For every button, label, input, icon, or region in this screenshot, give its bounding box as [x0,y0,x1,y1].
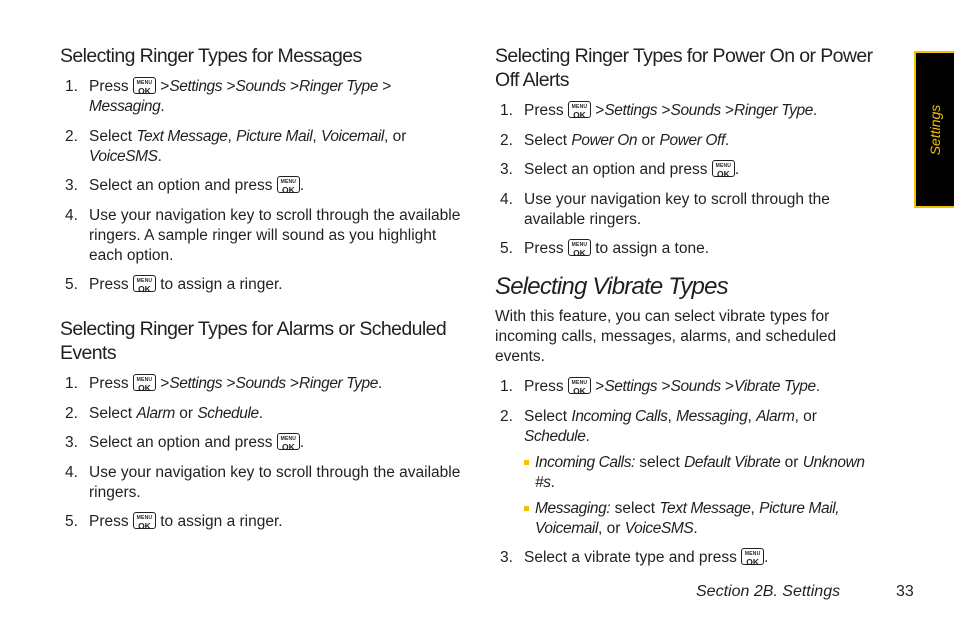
step-text: Select [89,404,133,422]
list-item [60,206,465,266]
option-name: Schedule [524,427,586,445]
vibrate-intro: With this feature, you can select vibrate types for incoming calls, messages, alarms, and scheduled events. [495,308,837,365]
menu-path-item: Ringer Type [299,375,378,392]
step-text: Press [89,276,129,293]
option-name: VoiceSMS [89,147,158,165]
list-item [60,374,465,394]
list-item [495,239,875,259]
option-name: Alarm [756,407,795,425]
separator: > [661,378,671,395]
list-item [495,160,875,180]
step-number: 3. [65,177,78,194]
list-item [60,433,465,453]
step-text: Select an option and press [89,434,273,451]
heading-power: Selecting Ringer Types for Power On or Power Off Alerts [495,45,873,91]
step-text: Press [89,375,129,392]
step-text: Use your navigation key to scroll through the available ringers. [89,463,461,501]
list-item [524,453,875,493]
menu-ok-key-icon: MENU OK [568,377,591,394]
option-name: Messaging [676,407,748,425]
step-number: 4. [65,206,78,224]
separator: > [595,378,605,395]
step-text: select [639,453,680,471]
separator: > [226,78,236,95]
punctuation: . [693,519,698,537]
menu-ok-key-icon: MENU OK [133,275,156,292]
step-number: 5. [65,276,78,293]
separator: > [160,78,170,95]
punctuation: . [585,427,590,445]
menu-path-item: Ringer Type [299,78,378,95]
step-number: 3. [500,161,513,178]
menu-ok-key-icon: MENU OK [133,77,156,94]
step-number: 5. [65,513,78,530]
step-text: or [641,131,656,149]
step-number: 1. [500,102,513,119]
menu-ok-key-icon: MENU OK [277,433,300,450]
step-text: to assign a ringer. [160,513,283,530]
separator: > [226,375,236,392]
punctuation: . [258,404,264,422]
list-item [60,512,465,532]
list-item [495,101,875,121]
step-number: 1. [65,375,78,392]
step-text: , or [794,407,817,425]
menu-path-item: Vibrate Type [734,378,816,395]
bullet-square-icon [524,460,529,465]
menu-ok-key-icon: MENU OK [568,101,591,118]
heading-vibrate: Selecting Vibrate Types [495,273,728,300]
step-text: or [179,404,193,422]
option-name: Picture Mail, [759,499,840,517]
step-text: Select [524,131,568,149]
punctuation: , [667,407,672,425]
list-item [60,463,465,503]
steps-alarms [60,374,465,532]
menu-path-item: Settings [169,375,223,392]
step-text: Select [524,407,568,425]
menu-ok-key-icon: MENU OK [712,160,735,177]
list-item [60,176,465,196]
step-text: to assign a ringer. [160,276,283,293]
option-name: Text Message [659,499,751,517]
steps-vibrate [495,377,875,568]
step-text: Select an option and press [524,161,708,178]
steps-messages [60,77,465,295]
option-name: Text Message [136,127,228,145]
punctuation: . [299,434,305,451]
step-number: 3. [500,549,513,566]
separator: > [382,78,392,95]
option-name: Unknown #s [535,453,865,491]
option-name: Voicemail [320,127,384,145]
step-number: 2. [65,404,78,422]
list-item [495,407,875,539]
list-item [495,377,875,397]
menu-path-item: Settings [604,378,658,395]
heading-alarms: Selecting Ringer Types for Alarms or Scheduled Events [60,318,447,364]
separator: > [595,102,605,119]
punctuation: . [734,161,740,178]
option-name: VoiceSMS [624,519,694,537]
menu-ok-key-icon: MENU OK [568,239,591,256]
separator: > [289,78,300,95]
step-text: Select an option and press [89,177,273,194]
step-text: , or [598,519,621,537]
separator: > [724,378,735,395]
menu-ok-key-icon: MENU OK [133,512,156,529]
step-text: Select a vibrate type and press [524,549,737,566]
step-text: , or [383,127,407,145]
list-item [60,77,465,117]
list-item [495,548,875,568]
option-name: Power Off [659,131,725,149]
punctuation: . [160,98,165,115]
menu-path-item: Sounds [235,78,286,95]
option-name: Default Vibrate [684,453,781,471]
punctuation: . [157,147,162,165]
punctuation: . [815,378,821,395]
separator: > [661,102,671,119]
option-name: Incoming Calls [571,407,668,425]
punctuation: . [764,549,769,566]
step-text: to assign a tone. [595,240,709,257]
step-text: Press [524,240,564,257]
page-number: 33 [896,583,914,600]
menu-path-item: Sounds [670,102,721,119]
punctuation: , [312,127,317,145]
step-number: 1. [500,378,513,395]
steps-power [495,101,875,259]
side-tab-label: Settings [927,104,943,155]
footer-section-label: Section 2B. Settings [696,583,841,600]
step-text: Press [524,378,564,395]
menu-ok-key-icon: MENU OK [741,548,764,565]
punctuation: . [550,473,555,491]
step-number: 3. [65,434,78,451]
step-number: 5. [500,240,513,257]
step-text: Use your navigation key to scroll through the available ringers. A sample ringer will sound as you highlight each option. [89,206,461,264]
menu-path-item: Messaging [89,98,161,115]
list-item [60,275,465,295]
option-name: Power On [571,131,638,149]
step-number: 2. [500,407,513,425]
step-text: Press [89,78,129,95]
list-item [495,131,875,151]
step-text: select [614,499,656,517]
menu-path-item: Sounds [235,375,286,392]
punctuation: . [299,177,305,194]
step-text: Select [89,127,133,145]
bullet-square-icon [524,506,529,511]
separator: > [160,375,170,392]
option-name: Voicemail [535,519,599,537]
step-text: or [784,453,799,471]
step-text: Press [524,102,564,119]
list-item [495,190,875,230]
menu-path-item: Settings [604,102,658,119]
list-item [60,404,465,424]
step-number: 2. [500,131,513,149]
menu-ok-key-icon: MENU OK [277,176,300,193]
option-label: Messaging: [535,499,611,517]
menu-path-item: Sounds [670,378,721,395]
punctuation: . [377,375,383,392]
punctuation: . [724,131,730,149]
punctuation: , [750,499,755,517]
punctuation: , [227,127,232,145]
right-column [495,44,875,582]
step-text: Press [89,513,129,530]
step-number: 4. [65,463,78,481]
separator: > [289,375,300,392]
option-label: Incoming Calls: [535,453,635,471]
option-name: Schedule [197,404,259,422]
option-name: Picture Mail [236,127,313,145]
step-number: 2. [65,127,78,145]
left-column [60,44,465,546]
list-item [524,499,875,539]
punctuation: , [747,407,752,425]
option-name: Alarm [136,404,175,422]
step-number: 4. [500,190,513,208]
menu-path-item: Ringer Type [734,102,813,119]
separator: > [724,102,735,119]
list-item [60,127,465,167]
menu-ok-key-icon: MENU OK [133,374,156,391]
step-number: 1. [65,78,78,95]
vibrate-sub-options [524,453,875,539]
menu-path-item: Settings [169,78,223,95]
punctuation: . [812,102,818,119]
step-text: Use your navigation key to scroll through the available ringers. [524,190,830,228]
section-side-tab [914,51,954,208]
heading-messages: Selecting Ringer Types for Messages [60,45,362,67]
